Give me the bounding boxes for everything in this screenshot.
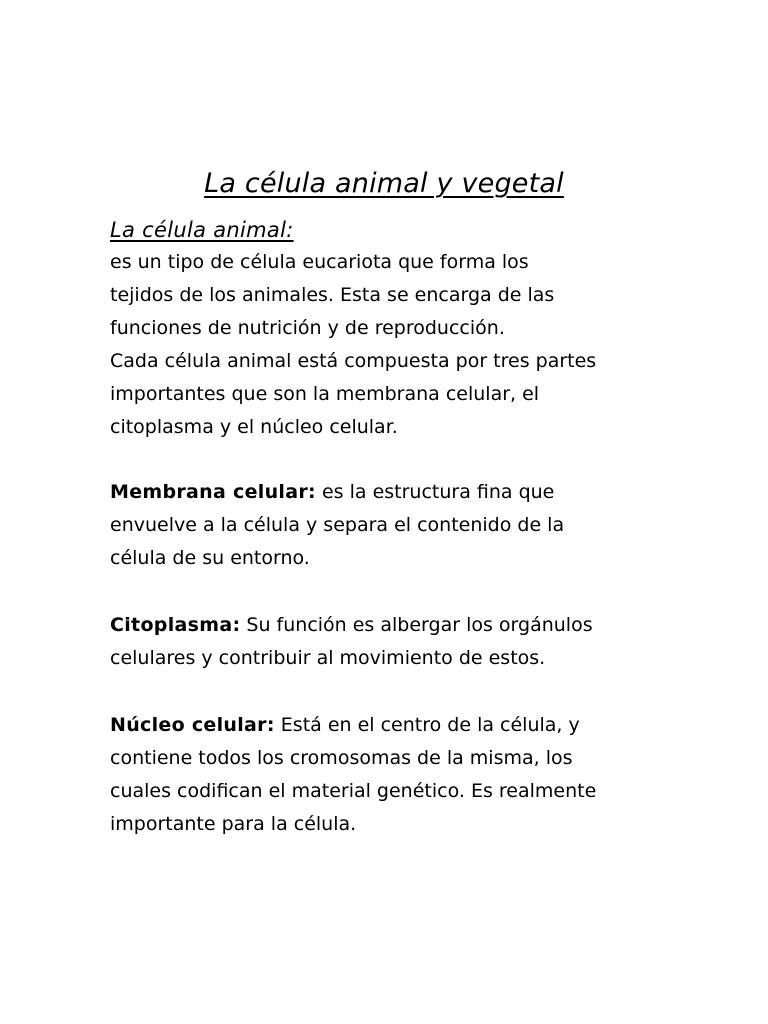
definition-citoplasma bbox=[110, 609, 670, 675]
definition-term: Citoplasma: bbox=[110, 614, 241, 636]
definition-first-line bbox=[110, 609, 670, 642]
definition-text: Su función es albergar los orgánulos bbox=[240, 614, 593, 636]
definition-text: es la estructura fina que bbox=[315, 481, 555, 503]
intro-line: funciones de nutrición y de reproducción. bbox=[110, 317, 505, 339]
definition-text: Está en el centro de la célula, y bbox=[274, 714, 580, 736]
definition-membrana bbox=[110, 476, 670, 575]
definition-line: cuales codifican el material genético. Es realmente bbox=[110, 780, 597, 802]
definition-first-line bbox=[110, 476, 670, 509]
intro-line: tejidos de los animales. Esta se encarga de las bbox=[110, 284, 555, 306]
document-title: La célula animal y vegetal bbox=[204, 168, 564, 199]
intro-line: Cada célula animal está compuesta por tres partes bbox=[110, 350, 597, 372]
definition-line: célula de su entorno. bbox=[110, 547, 310, 569]
section-heading: La célula animal: bbox=[110, 218, 294, 242]
definition-line: envuelve a la célula y separa el contenido de la bbox=[110, 514, 565, 536]
definition-nucleo bbox=[110, 709, 670, 841]
intro-paragraph bbox=[110, 246, 670, 444]
intro-line: es un tipo de célula eucariota que forma los bbox=[110, 251, 529, 273]
definition-term: Membrana celular: bbox=[110, 481, 316, 503]
intro-line: importantes que son la membrana celular, el bbox=[110, 383, 540, 405]
definition-line: importante para la célula. bbox=[110, 813, 357, 835]
document-body bbox=[110, 214, 670, 841]
definition-line: contiene todos los cromosomas de la misma, los bbox=[110, 747, 573, 769]
intro-line: citoplasma y el núcleo celular. bbox=[110, 416, 398, 438]
definition-first-line bbox=[110, 709, 670, 742]
definition-term: Núcleo celular: bbox=[110, 714, 275, 736]
definition-line: celulares y contribuir al movimiento de estos. bbox=[110, 647, 546, 669]
